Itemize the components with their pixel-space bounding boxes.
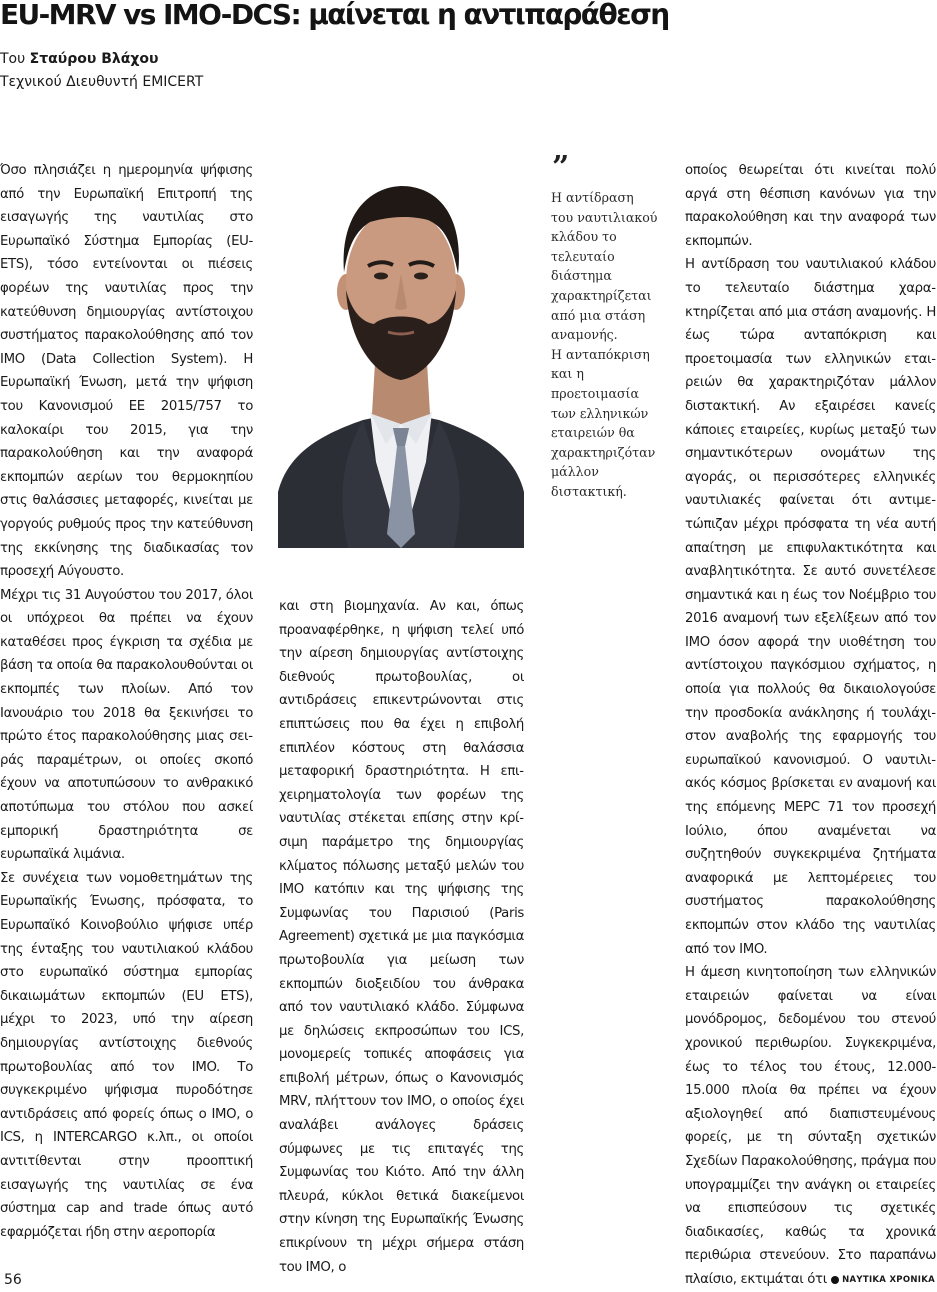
body-column-2 — [279, 595, 524, 1279]
paragraph: Μέχρι τις 31 Αυγούστου του 2017, όλοι οι υπόχρεοι θα πρέπει να έχουν καταθέσει προς έγκριση τα σχέδια με βάση τα οποία θα παρακολουθούνται οι εκπομπές των πλοίων. Από τον Ιανουάριο του 2018 θα ξεκινήσει το πρώτο έτος παρακολούθησης μιας σειράς παραμέτρων, οι οποίες σκοπό έχουν να αποτυπώσουν το ανθρακικό αποτύπωμα του στόλου που ασκεί εμπορική δραστηριότητα σε ευρωπαϊκά λιμάνια. — [0, 587, 253, 863]
body-column-3 — [685, 159, 936, 1292]
pullquote-line: τελευταίο — [551, 248, 615, 264]
pullquote-line: χαρακτηρίζεται — [551, 287, 652, 303]
pullquote-line: μάλλον — [551, 464, 599, 480]
publication-name: ΝΑΥΤΙΚΑ ΧΡΟΝΙΚΑ — [842, 1275, 935, 1285]
author-portrait — [278, 162, 524, 548]
author-role: Τεχνικού Διευθυντή EMICERT — [0, 74, 204, 90]
paragraph: Η αντίδραση του ναυτιλιακού κλάδου το τελευταίο διάστημα χαρακτηρίζεται από μια στάση αναμονής. Η έως τώρα ανταπόκριση και προετοιμασία των ελληνικών εταιρειών θα χαρακτηριζόταν μάλλον διστακτική. Αν εξαιρέσει κανείς κάποιες εταιρείες, κυρίως μεταξύ των σημαντικότερων ονομάτων της αγοράς, οι περισσότερες ελληνικές ναυτιλιακές φαίνεται ότι αντιμετώπιζαν μέχρι πρόσφατα τη νέα αυτή απαίτηση με επιφυλακτικότητα και αναβλητικότητα. Σε αυτό συνετέλεσε σημαντικά και η έως τον Νοέμβριο του 2016 αναμονή των εξελίξεων από τον IMO όσον αφορά την υιοθέτηση του αντίστοιχου παγκόσμιου σχήματος, η οποία για πολλούς θα δικαιολογούσε την προσδοκία ανάκλησης ή τουλάχιστον αναβολής της εφαρμογής του ευρωπαϊκού κανονισμού. Ο ναυτιλιακός κόσμος βρίσκεται εν αναμονή και της επόμενης MEPC 71 τον προσεχή Ιούλιο, όπου αναμένεται να συζητηθούν συγκεκριμένα ζητήματα αναφορικά με λεπτομέρειες του συστήματος παρακολούθησης εκπομπών στον κλάδο της ναυτιλίας από τον IMO. — [685, 257, 936, 957]
byline-author-line — [0, 48, 203, 71]
pullquote-line: του ναυτιλιακού — [551, 209, 658, 225]
paragraph: οποίος θεωρείται ότι κινείται πολύ αργά στη θέσπιση κανόνων για την παρακολούθηση και την αναφορά των εκπομπών. — [685, 163, 936, 249]
pullquote-line: Η ανταπόκριση — [551, 346, 650, 362]
pullquote-line: από μια στάση — [551, 307, 646, 323]
pullquote-line: εταιρειών θα — [551, 425, 635, 441]
paragraph: Η άμεση κινητοποίηση των ελληνικών εταιρειών φαίνεται να είναι μονόδρομος, δεδομένου του στενού χρονικού περιθωρίου. Συγκεκριμένα, έως το τέλος του έτους, 12.000-15.000 πλοία θα πρέπει να έχουν αξιολογηθεί από διαπιστευμένους φορείς, με τη σύνταξη σχετικών Σχεδίων Παρακολούθησης, πράγμα που υπογραμμίζει την ανάγκη οι εταιρείες να επισπεύσουν τις σχετικές διαδικασίες, καθώς τα χρονικά περιθώρια στενεύουν. Στο παραπάνω πλαίσιο, εκτιμάται ότι — [685, 965, 936, 1287]
publication-footer — [831, 1274, 935, 1286]
pullquote-line: Η αντίδραση — [551, 190, 634, 205]
article-title: EU-MRV vs IMO-DCS: μαίνεται η αντιπαράθεση — [0, 0, 669, 31]
pullquote-line: διστακτική. — [551, 483, 627, 499]
page-number: 56 — [4, 1272, 22, 1288]
pullquote-line: αναμονής. — [551, 327, 618, 343]
pullquote-line: προετοιμασία — [551, 385, 640, 401]
body-column-1 — [0, 159, 253, 1244]
pullquote-line: των ελληνικών — [551, 405, 649, 421]
pullquote-line: διάστημα — [551, 268, 612, 284]
pullquote-mark: ” — [552, 150, 570, 185]
pullquote — [551, 188, 669, 502]
paragraph: Όσο πλησιάζει η ημερομηνία ψήφισης από την Ευρωπαϊκή Επιτροπή της εισαγωγής της ναυτιλίας στο Ευρωπαϊκό Σύστημα Εμπορίας (EU-ETS), τόσο εντείνονται οι πιέσεις φορέων της ναυτιλίας προς την κατεύθυνση δημιουργίας αντίστοιχου συστήματος παρακολούθησης από τον IMO (Data Collection System). Η Ευρωπαϊκή Ένωση, μετά την ψήφιση του Κανονισμού ΕΕ 2015/757 το καλοκαίρι του 2015, για την παρακολούθηση και την αναφορά εκπομπών αερίων του θερμοκηπίου στις θαλάσσιες μεταφορές, κινείται με γοργούς ρυθμούς προς την κατεύθυνση της εκκίνησης της διαδικασίας τον προσεχή Αύγουστο. — [0, 163, 253, 580]
byline-prefix: Του — [0, 51, 30, 67]
author-name: Σταύρου Βλάχου — [29, 51, 159, 67]
publication-logo-icon — [831, 1276, 839, 1284]
paragraph: και στη βιομηχανία. Αν και, όπως προαναφέρθηκε, η ψήφιση τελεί υπό την αίρεση δημιουργίας αντίστοιχης διεθνούς πρωτοβουλίας, οι αντιδράσεις επικεντρώνονται στις επιπτώσεις που θα έχει η επιβολή επιπλέον κόστους στη θαλάσσια μεταφορική δραστηριότητα. Η επιχειρηματολογία των φορέων της ναυτιλίας στέκεται επίσης στην κρίσιμη παράμετρο της δημιουργίας κλίματος πόλωσης μεταξύ μελών του IMO κατόπιν και της ψήφισης της Συμφωνίας του Παρισιού (Paris Agreement) σχετικά με μια παγκόσμια πρωτοβουλία για μείωση των εκπομπών διοξειδίου του άνθρακα από τον ναυτιλιακό κλάδο. Σύμφωνα με δηλώσεις εκπροσώπων του ICS, μονομερείς τοπικές αποφάσεις για επιβολή μέτρων, όπως ο Κανονισμός MRV, πλήττουν τον IMO, ο οποίος έχει αναλάβει ανάλογες δράσεις σύμφωνες με τις επιταγές της Συμφωνίας του Κιότο. Από την άλλη πλευρά, κύκλοι θετικά διακείμενοι στην κίνηση της Ευρωπαϊκής Ένωσης επικρίνουν τη μέχρι σήμερα στάση του IMO, ο — [279, 599, 524, 1275]
pullquote-line: χαρακτηριζόταν — [551, 444, 656, 460]
pullquote-line: και η — [551, 366, 584, 382]
author-portrait-illustration — [278, 162, 524, 548]
paragraph: Σε συνέχεια των νομοθετημάτων της Ευρωπαϊκής Ένωσης, πρόσφατα, το Ευρωπαϊκό Κοινοβούλιο ψήφισε υπέρ της ένταξης του ναυτιλιακού κλάδου στο ευρωπαϊκό σύστημα εμπορίας δικαιωμάτων εκπομπών (EU ETS), μέχρι το 2023, υπό την αίρεση δημιουργίας αντίστοιχης διεθνούς πρωτοβουλίας από τον IMO. Το συγκεκριμένο ψήφισμα πυροδότησε αντιδράσεις από φορείς όπως ο IMO, ο ICS, η INTERCARGO κ.λπ., οι οποίοι αντιτίθενται στην προοπτική εισαγωγής της ναυτιλίας σε ένα σύστημα cap and trade όπως αυτό εφαρμόζεται ήδη στην αεροπορία — [0, 870, 253, 1240]
pullquote-line: κλάδου το — [551, 229, 617, 245]
byline — [0, 48, 203, 94]
